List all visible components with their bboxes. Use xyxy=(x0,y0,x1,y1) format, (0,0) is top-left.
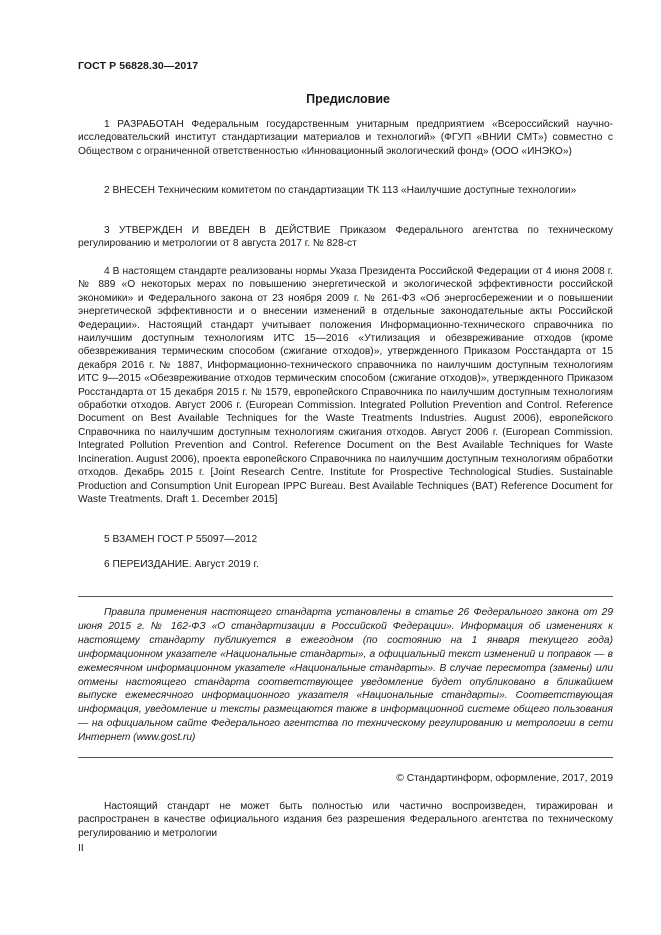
paragraph-text: 5 ВЗАМЕН ГОСТ Р 55097—2012 xyxy=(104,534,258,545)
copyright-line: © Стандартинформ, оформление, 2017, 2019 xyxy=(396,773,613,784)
paragraph-1 xyxy=(78,118,613,158)
reproduction-text: Настоящий стандарт не может быть полностью или частично воспроизведен, тиражирован и распространен в качестве официального издания без разрешения Федерального агентства по техническому регулированию и метрологии xyxy=(78,801,613,839)
notice-top-divider xyxy=(78,596,613,597)
notice-text: Правила применения настоящего стандарта установлены в статье 26 Федерального закона от 29 июня 2015 г. № 162-ФЗ «О стандартизации в Российской Федерации». Информация об изменениях к настоящему стандарту публикуется в ежегодном (по состоянию на 1 января текущего года) информационном указателе «Национальные стандарты», а официальный текст изменений и поправок — в ежемесячном информационном указателе «Национальные стандарты». В случае пересмотра (замены) или отмены настоящего стандарта соответствующее уведомление будет опубликовано в ближайшем выпуске ежемесячного информационного указателя «Национальные стандарты». Соответствующая информация, уведомление и тексты размещаются также в информационной системе общего пользования — на официальном сайте Федерального агентства по техническому регулированию и метрологии в сети Интернет (www.gost.ru) xyxy=(78,607,613,744)
paragraph-5 xyxy=(78,533,613,546)
paragraph-3 xyxy=(78,224,613,251)
paragraph-text: 3 УТВЕРЖДЕН И ВВЕДЕН В ДЕЙСТВИЕ Приказом Федерального агентства по техническому регулированию и метрологии от 8 августа 2017 г. № 828-ст xyxy=(78,225,613,250)
paragraph-text: 2 ВНЕСЕН Техническим комитетом по стандартизации ТК 113 «Наилучшие доступные технологии» xyxy=(104,185,577,196)
paragraph-2 xyxy=(78,184,613,197)
standard-code: ГОСТ Р 56828.30—2017 xyxy=(78,60,199,72)
standard-application-notice xyxy=(78,606,613,745)
paragraph-text: 6 ПЕРЕИЗДАНИЕ. Август 2019 г. xyxy=(104,559,259,570)
paragraph-4 xyxy=(78,265,613,506)
paragraph-text: 1 РАЗРАБОТАН Федеральным государственным унитарным предприятием «Всероссийский научно-исследовательский институт стандартизации материалов и технологий» (ФГУП «ВНИИ СМТ») совместно с Обществом с ограниченной ответственностью «Инновационный экологический фонд» (ООО «ИНЭКО») xyxy=(78,119,613,157)
page-title xyxy=(78,92,606,106)
paragraph-text: 4 В настоящем стандарте реализованы нормы Указа Президента Российской Федерации от 4 июня 2008 г. № 889 «О некоторых мерах по повышению энергетической и экологической эффективности российской экономики» и Федерального закона от 23 ноября 2009 г. № 261-ФЗ «Об энергосбережении и о повышении энергетической эффективности и о внесении изменений в отдельные законодательные акты Российской Федерации». Настоящий стандарт учитывает положения Информационно-технического справочника по наилучшим доступным технологиям ИТС 15—2016 «Утилизация и обезвреживание отходов (кроме обезвреживания термическим способом (сжигание отходов)», утвержденного Приказом Росстандарта от 15 декабря 2016 г. № 1887, Информационно-технического справочника по наилучшим доступным технологиям ИТС 9—2015 «Обезвреживание отходов термическим способом (сжигание отходов)», утвержденного Приказом Росстандарта от 15 декабря 2015 г. № 1579, европейского Справочника по наилучшим доступным технологиям обработки отходов. Август 2006 г. (European Commission. Integrated Pollution Prevention and Control. Reference Document on Best Available Techniques for the Waste Treatments Industries. August 2006), европейского Справочника по наилучшим доступным технологиям сжигания отходов. Август 2006 г. (European Commission. Integrated Pollution Prevention and Control. Reference Document on the Best Available Techniques for Waste Incineration. August 2006), проекта европейского Справочника по наилучшим доступным технологиям обработки отходов. Декабрь 2015 г. [Joint Research Centre. Institute for Prospective Technological Studies. Sustainable Production and Consumption Unit European IPPC Bureau. Best Available Techniques (BAT) Reference Document for Waste Treatments. Draft 1. December 2015] xyxy=(78,266,613,505)
reproduction-notice xyxy=(78,800,613,840)
title-text: Предисловие xyxy=(306,92,390,106)
paragraph-6 xyxy=(78,558,613,571)
page-number: II xyxy=(78,843,84,854)
notice-bottom-divider xyxy=(78,757,613,758)
